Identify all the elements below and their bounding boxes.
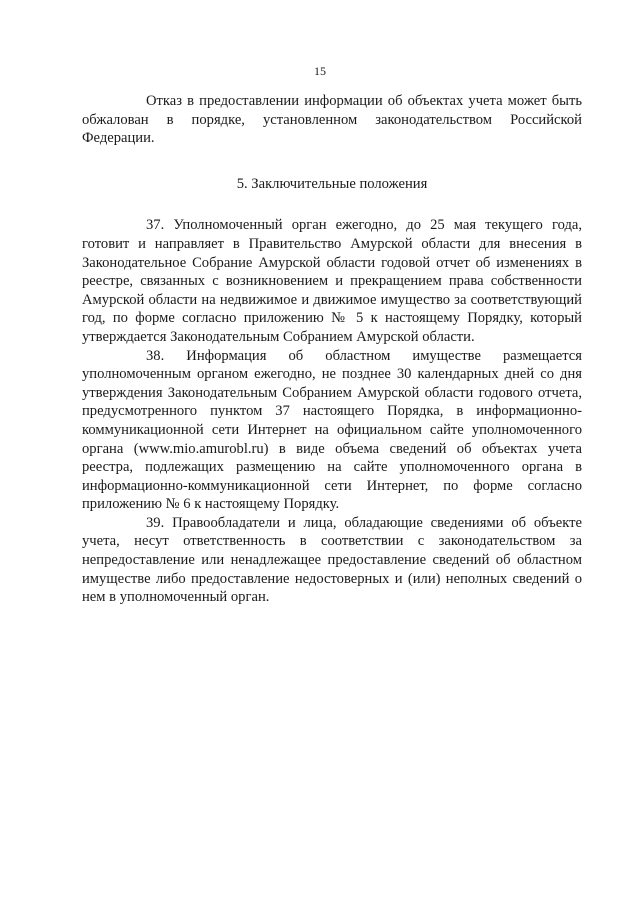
paragraph-38: 38. Информация об областном имуществе размещается уполномоченным органом ежегодно, не позднее 30 календарных дней со дня утверждения Законодательным Собранием Амурской области годового отчета, предусмотренного пунктом 37 настоящего Порядка, в информационно-коммуникационной сети Интернет на официальном сайте уполномоченного органа (www.mio.amurobl.ru) в виде объема сведений об объектах учета реестра, подлежащих размещению на сайте уполномоченного органа в информационно-коммуникационной сети Интернет, по форме согласно приложению № 6 к настоящему Порядку. [82, 347, 582, 513]
page-number: 15 [314, 64, 326, 78]
section-heading: 5. Заключительные положения [236, 175, 428, 192]
paragraph-37: 37. Уполномоченный орган ежегодно, до 25 мая текущего года, готовит и направляет в Правительство Амурской области для внесения в Законодательное Собрание Амурской области годовой отчет об изменениях в реестре, связанных с возникновением и прекращением права собственности Амурской области на недвижимое и движимое имущество за соответствующий год, по форме согласно приложению № 5 к настоящему Порядку, который утверждается Законодательным Собранием Амурской области. [82, 217, 582, 345]
paragraph-39: 39. Правообладатели и лица, обладающие сведениями об объекте учета, несут ответственность в соответствии с законодательством за непредоставление или ненадлежащее предоставление сведений об областном имуществе либо предоставление недостоверных и (или) неполных сведений о нем в уполномоченный орган. [82, 514, 582, 606]
intro-paragraph: Отказ в предоставлении информации об объектах учета может быть обжалован в порядке, установленном законодательством Российской Федерации. [82, 93, 582, 147]
document-body [82, 92, 582, 607]
